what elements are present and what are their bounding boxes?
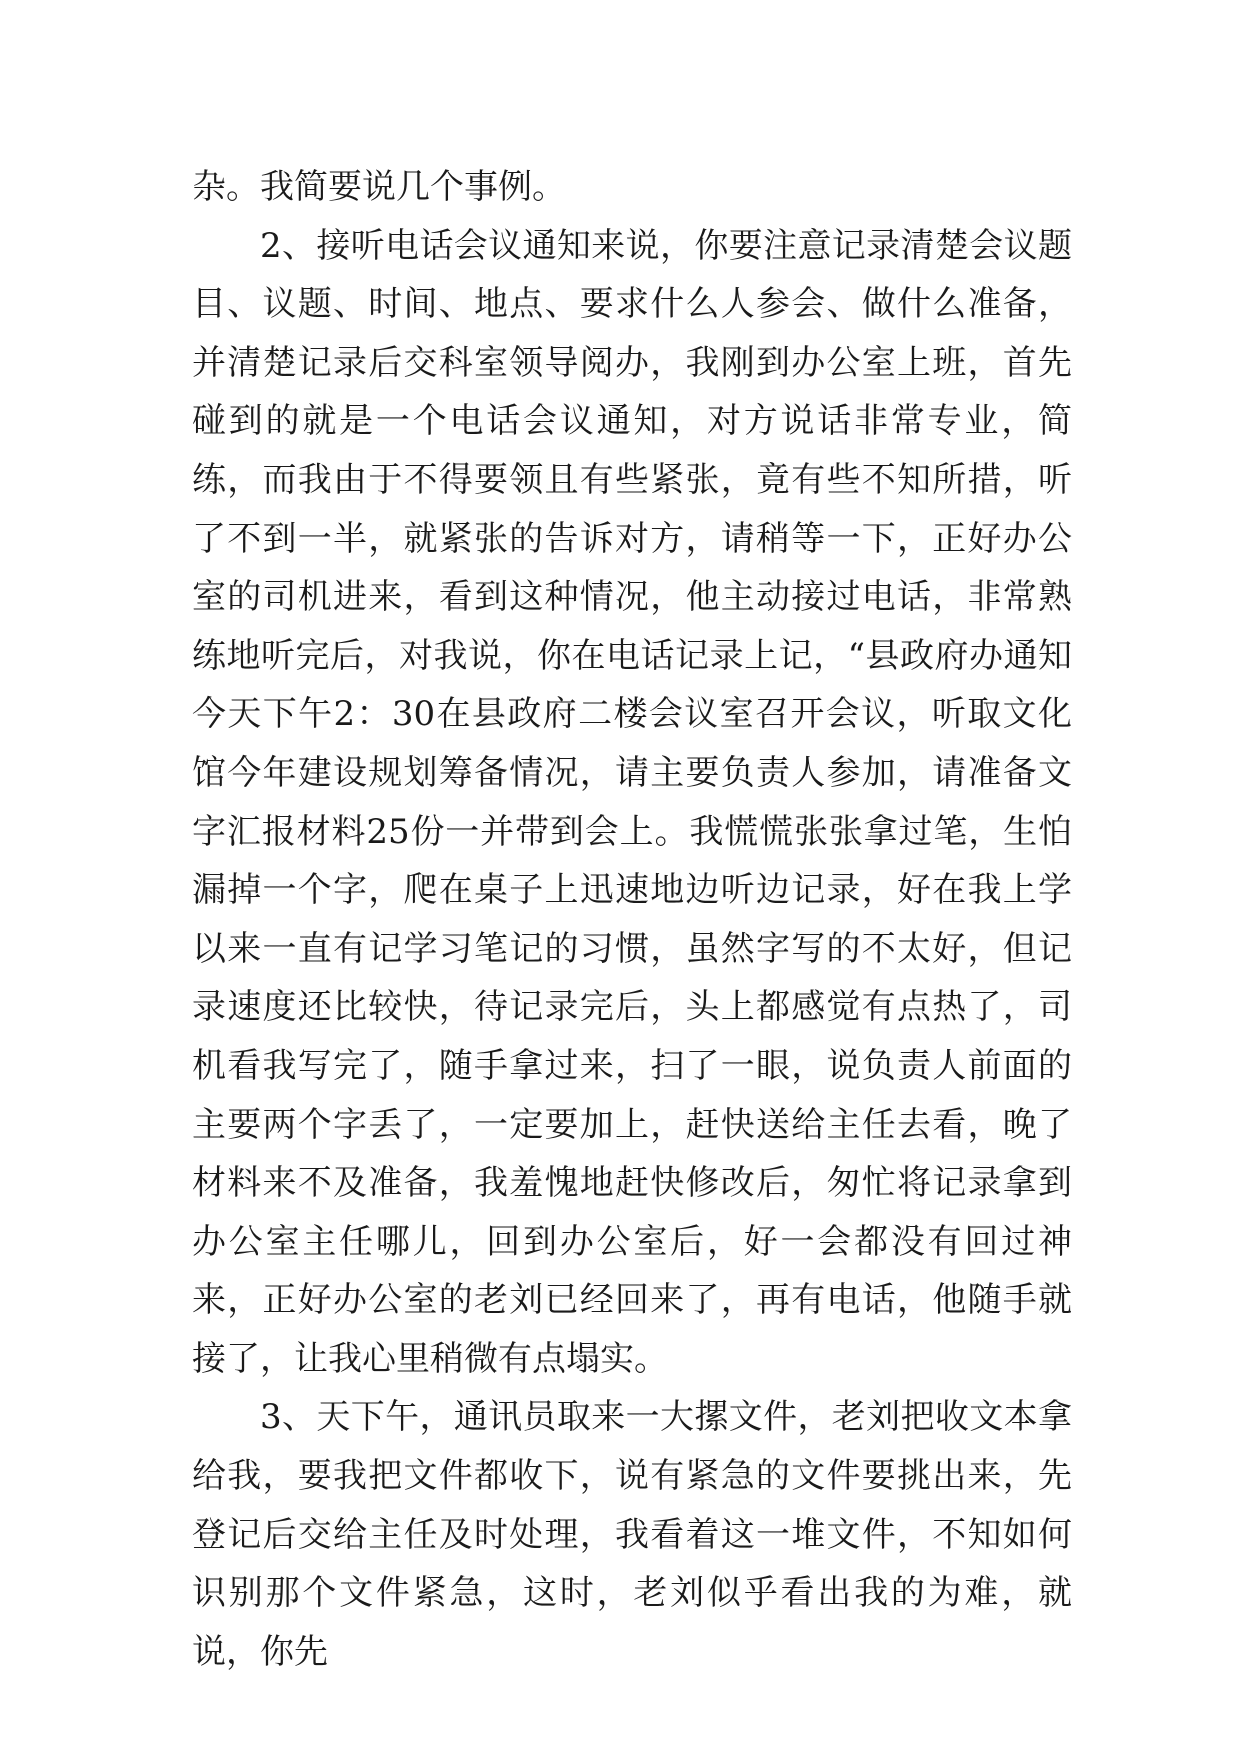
document-body	[192, 158, 1072, 1681]
paragraph-2: 2、接听电话会议通知来说，你要注意记录清楚会议题目、议题、时间、地点、要求什么人参会、做什么准备，并清楚记录后交科室领导阅办，我刚到办公室上班，首先碰到的就是一个电话会议通知，对方说话非常专业，简练，而我由于不得要领且有些紧张，竟有些不知所措，听了不到一半，就紧张的告诉对方，请稍等一下，正好办公室的司机进来，看到这种情况，他主动接过电话，非常熟练地听完后，对我说，你在电话记录上记，“县政府办通知今天下午2：30在县政府二楼会议室召开会议，听取文化馆今年建设规划筹备情况，请主要负责人参加，请准备文字汇报材料25份一并带到会上。我慌慌张张拿过笔，生怕漏掉一个字，爬在桌子上迅速地边听边记录，好在我上学以来一直有记学习笔记的习惯，虽然字写的不太好，但记录速度还比较快，待记录完后，头上都感觉有点热了，司机看我写完了，随手拿过来，扫了一眼，说负责人前面的主要两个字丢了，一定要加上，赶快送给主任去看，晚了材料来不及准备，我羞愧地赶快修改后，匆忙将记录拿到办公室主任哪儿，回到办公室后，好一会都没有回过神来，正好办公室的老刘已经回来了，再有电话，他随手就接了，让我心里稍微有点塌实。	[192, 225, 1072, 1379]
paragraph-1: 杂。我简要说几个事例。	[192, 167, 566, 207]
paragraph-3: 3、天下午，通讯员取来一大摞文件，老刘把收文本拿给我，要我把文件都收下，说有紧急的文件要挑出来，先登记后交给主任及时处理，我看着这一堆文件，不知如何识别那个文件紧急，这时，老刘似乎看出我的为难，就说，你先	[192, 1397, 1072, 1672]
